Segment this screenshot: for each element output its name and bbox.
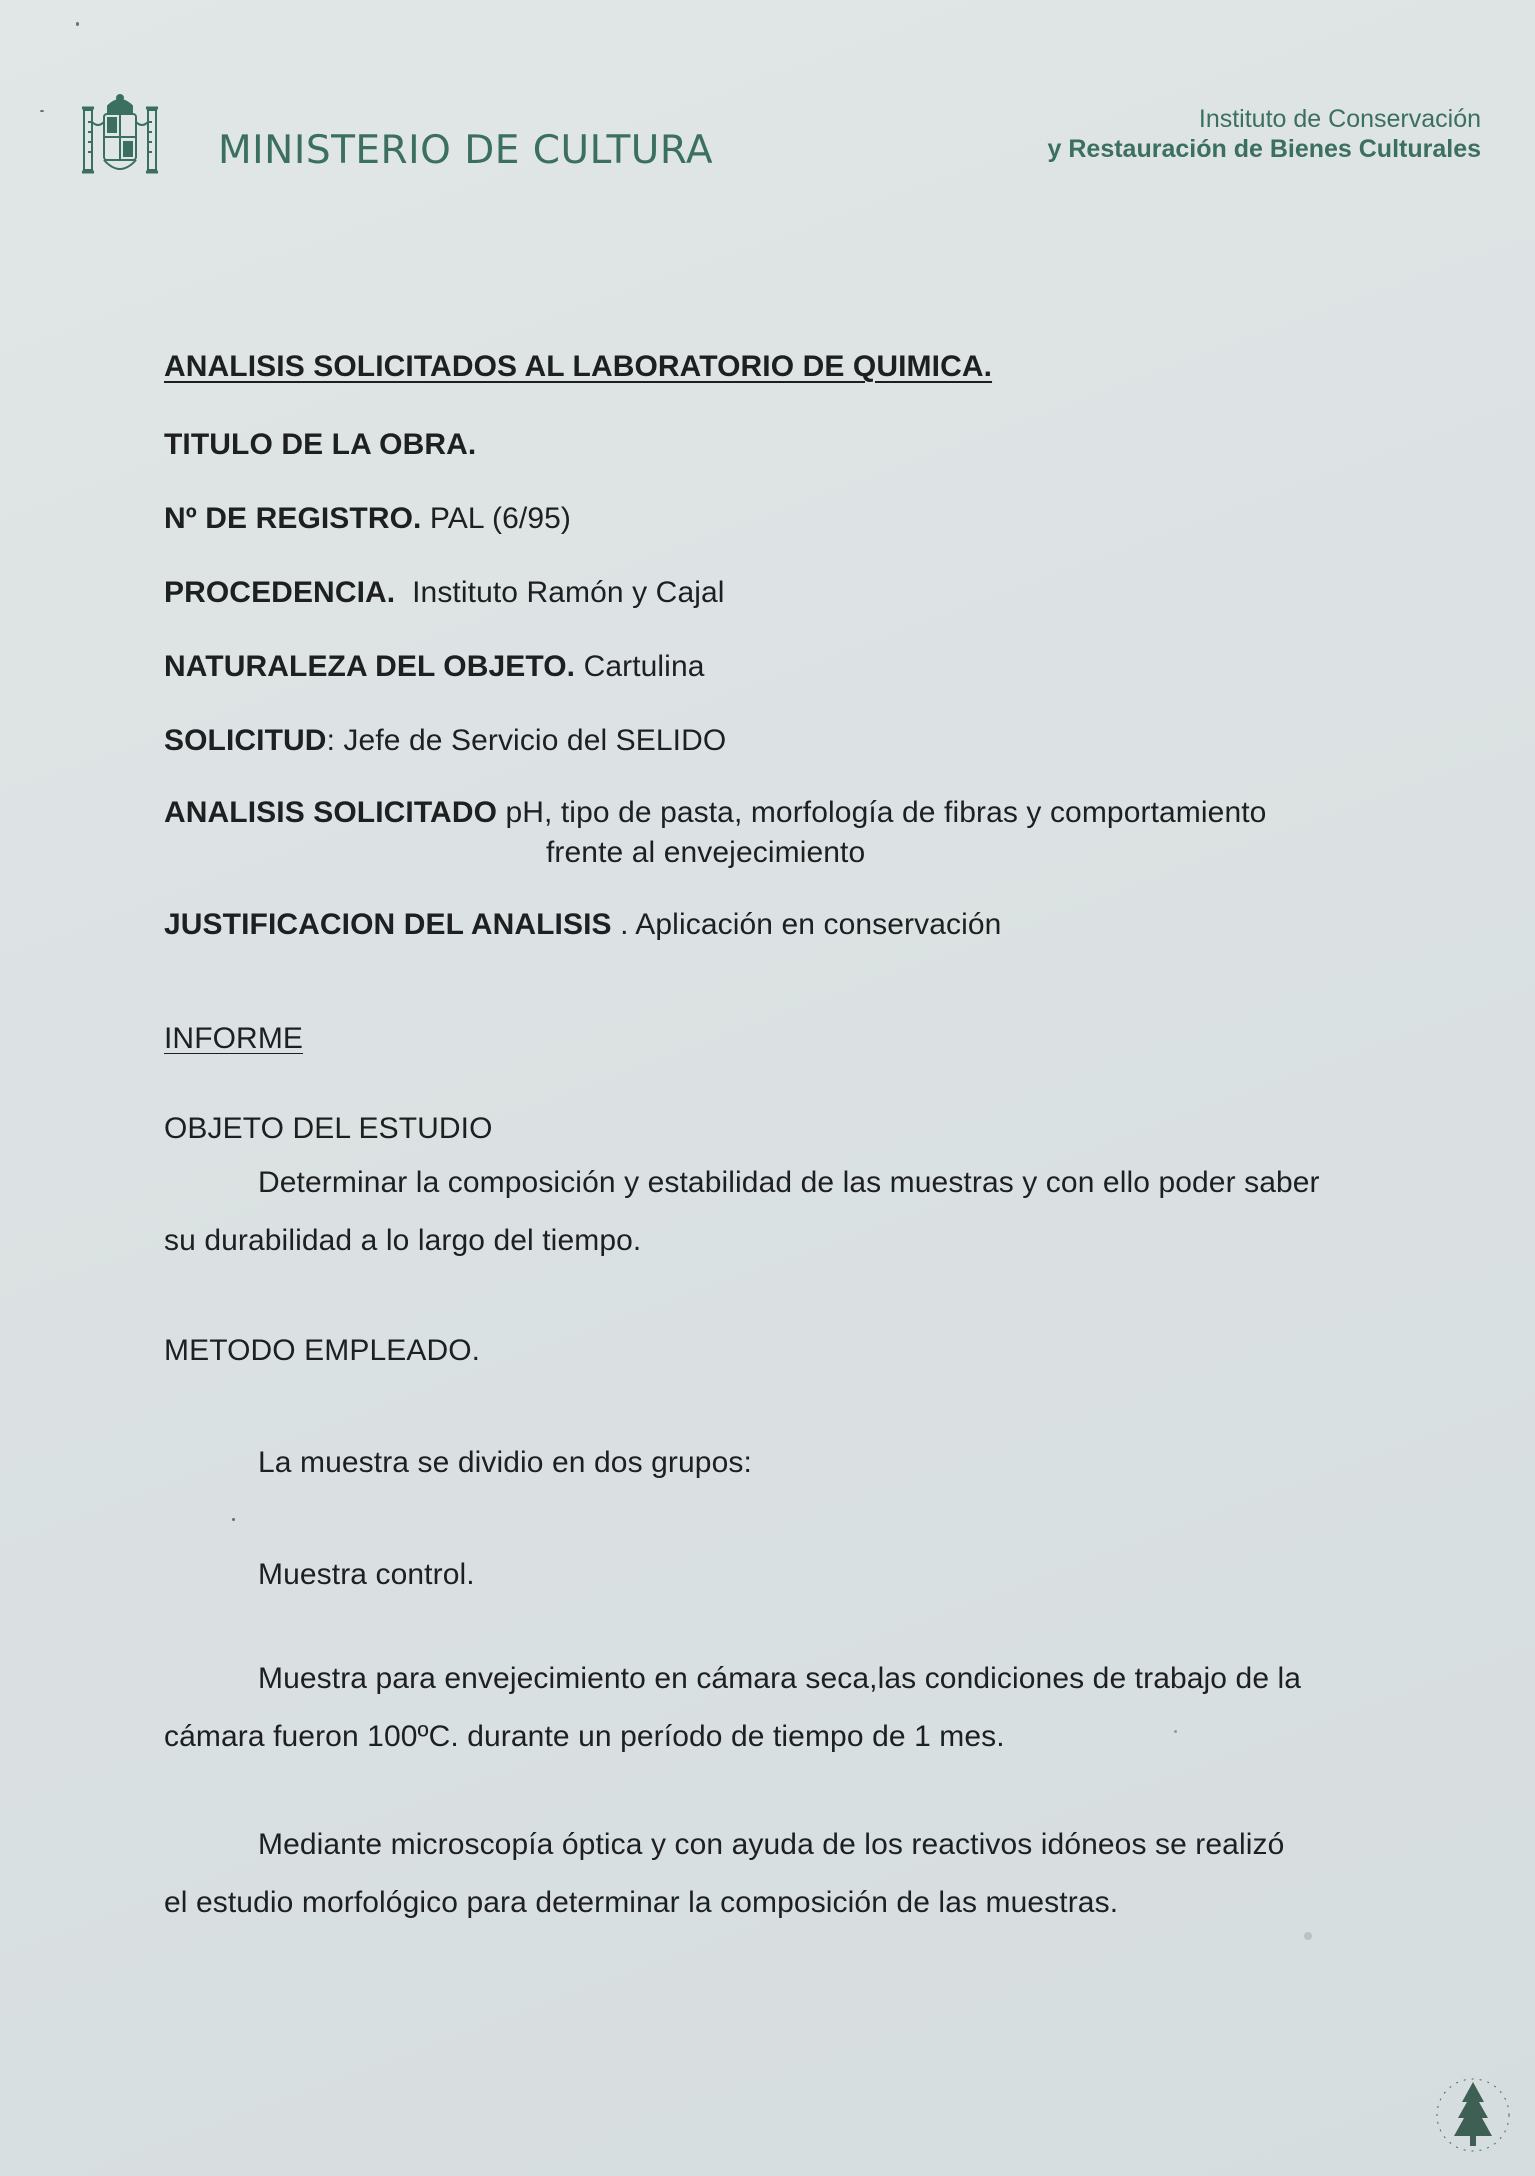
metodo-paragraph-1: La muestra se dividio en dos grupos: [258,1446,752,1479]
field-solicitud [164,724,726,758]
field-procedencia [164,576,725,610]
spain-coat-of-arms-icon [78,92,162,184]
institute-line-2: y Restauración de Bienes Culturales [1047,135,1481,163]
metodo-heading: METODO EMPLEADO. [164,1334,481,1367]
solicitud-label: SOLICITUD [164,724,327,757]
justificacion-value: . Aplicación en conservación [620,908,1002,941]
objeto-heading: OBJETO DEL ESTUDIO [164,1112,493,1145]
institute-line-1: Instituto de Conservación [1198,105,1481,133]
metodo-paragraph-3-line-2: cámara fueron 100ºC. durante un período de tiempo de 1 mes. [164,1720,1005,1753]
metodo-paragraph-3-line-1: Muestra para envejecimiento en cámara seca,las condiciones de trabajo de la [258,1662,1302,1695]
field-registro [164,502,571,536]
field-justificacion [164,908,1001,942]
analisis-label: ANALISIS SOLICITADO [164,796,498,829]
registro-label: Nº DE REGISTRO. [164,502,422,535]
paper-speck [232,1518,235,1521]
registro-value: PAL (6/95) [429,502,571,535]
objeto-line-2: su durabilidad a lo largo del tiempo. [164,1224,642,1257]
naturaleza-label: NATURALEZA DEL OBJETO. [164,650,576,683]
field-analisis [164,796,1266,830]
papel-reciclado-tree-icon [1428,2070,1518,2160]
paper-speck [40,110,44,112]
metodo-paragraph-4-line-2: el estudio morfológico para determinar la composición de las muestras. [164,1886,1119,1919]
procedencia-value: Instituto Ramón y Cajal [412,576,725,609]
document-title-text: ANALISIS SOLICITADOS AL LABORATORIO DE QUIMICA. [164,350,993,383]
field-naturaleza [164,650,705,684]
paper-speck [1174,1730,1177,1733]
procedencia-label: PROCEDENCIA. [164,576,396,609]
justificacion-label: JUSTIFICACION DEL ANALISIS [164,908,612,941]
titulo-label: TITULO DE LA OBRA. [164,428,477,461]
analisis-value-line2: frente al envejecimiento [546,836,866,869]
naturaleza-value: Cartulina [583,650,705,683]
informe-heading: INFORME [164,1022,304,1055]
objeto-line-1: Determinar la composición y estabilidad de las muestras y con ello poder saber [258,1166,1320,1199]
ministry-name: MINISTERIO DE CULTURA [218,128,714,173]
paper-speck [1304,1932,1312,1940]
solicitud-value: : Jefe de Servicio del SELIDO [326,724,727,757]
paper-speck [76,22,79,26]
analisis-value-line1: pH, tipo de pasta, morfología de fibras y comportamiento [505,796,1267,829]
document-title [164,350,992,384]
institute-name [1048,104,1481,164]
metodo-paragraph-2: Muestra control. [258,1558,475,1591]
field-titulo [164,428,476,462]
metodo-paragraph-4-line-1: Mediante microscopía óptica y con ayuda de los reactivos idóneos se realizó [258,1828,1285,1861]
